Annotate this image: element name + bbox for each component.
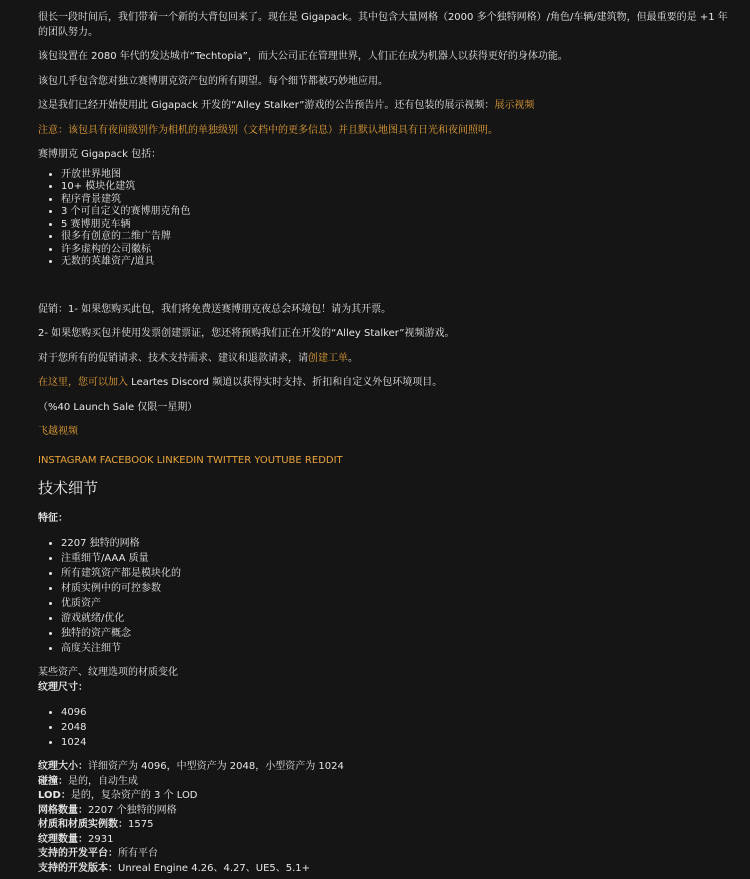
texture-sizes-block [38, 705, 736, 750]
social-link-linkedin[interactable]: LINKEDIN [156, 454, 204, 466]
list-item: • 3 个可自定义的赛博朋克角色 [61, 206, 736, 219]
spec-row [38, 818, 736, 833]
social-link-youtube[interactable]: YOUTUBE [254, 454, 302, 466]
list-item: • 10+ 模块化建筑 [61, 181, 736, 194]
spec-row [38, 833, 736, 848]
trailer-text: 这是我们已经开始使用此 Gigapack 开发的“Alley Stalker”游戏的公告预告片。还有包装的展示视频： [38, 100, 495, 111]
list-item: • 游戏就绪/优化 [61, 611, 736, 626]
texture-sizes-title: 纹理尺寸： [38, 681, 88, 693]
spec-value: 2207 个独特的网格 [88, 804, 177, 816]
list-item: • 所有建筑资产都是模块化的 [61, 566, 736, 581]
list-item: • 许多虚构的公司徽标 [61, 244, 736, 257]
list-item: • 高度关注细节 [61, 641, 736, 656]
promo-paragraph-1: 促销：1- 如果您购买此包，我们将免费送赛博朋克夜总会环境包！请为其开票。 [38, 303, 392, 315]
intro-paragraph-3: 该包几乎包含您对独立赛博朋克资产包的所有期望。每个细节都被巧妙地应用。 [38, 75, 388, 87]
social-link-reddit[interactable]: REDDIT [304, 454, 343, 466]
support-paragraph [38, 352, 736, 367]
features-list [38, 536, 736, 656]
spec-label: 纹理数量： [38, 833, 88, 845]
list-item: • 材质实例中的可控参数 [61, 581, 736, 596]
discord-paragraph [38, 376, 736, 391]
spec-row [38, 760, 736, 775]
list-item: • 程序背景建筑 [61, 194, 736, 207]
spec-row [38, 804, 736, 819]
specs-list [38, 760, 736, 876]
spec-label: 网格数量： [38, 804, 88, 816]
social-link-twitter[interactable]: TWITTER [206, 454, 252, 466]
launch-sale-text: （%40 Launch Sale 仅限一星期） [38, 401, 198, 413]
create-ticket-link[interactable]: 创建工单 [308, 352, 348, 364]
spec-label: 材质和材质实例数： [38, 819, 128, 831]
social-links [38, 454, 736, 469]
features-block [38, 536, 736, 656]
tech-details-heading: 技术细节 [38, 479, 99, 497]
material-variation-text: 某些资产、纹理选项的材质变化 [38, 667, 178, 679]
list-item: • 2207 独特的网格 [61, 536, 736, 551]
list-item: • 开放世界地图 [61, 169, 736, 182]
flythrough-video-link[interactable]: 飞越视频 [38, 426, 78, 437]
spec-value: 是的，自动生成 [68, 775, 138, 787]
list-item: • 注重细节/AAA 质量 [61, 551, 736, 566]
night-level-note: 注意：该包具有夜间级别作为相机的单独级别（文档中的更多信息）并且默认地图具有日光和夜间照明。 [38, 124, 498, 136]
intro-paragraph-1: 很长一段时间后，我们带着一个新的大背包回来了。现在是 Gigapack。其中包含大量网格（2000 多个独特网格）/角色/车辆/建筑物，但最重要的是 +1 年的团队努力。 [38, 12, 728, 38]
spec-value: 1575 [128, 819, 154, 831]
spec-value: Unreal Engine 4.26、4.27、UE5、5.1+ [118, 862, 311, 874]
spacer [38, 269, 736, 303]
spec-label: LOD： [38, 790, 71, 802]
social-link-facebook[interactable]: FACEBOOK [99, 454, 154, 466]
list-item: • 优质资产 [61, 596, 736, 611]
discord-text: Leartes Discord 频道以获得实时支持、折扣和自定义外包环境项目。 [128, 377, 443, 388]
spec-label: 支持的开发版本： [38, 862, 118, 874]
spec-label: 碰撞： [38, 775, 68, 787]
list-item: • 独特的资产概念 [61, 626, 736, 641]
spec-value: 是的，复杂资产的 3 个 LOD [70, 790, 198, 802]
includes-list [38, 169, 736, 269]
support-end: 。 [348, 352, 358, 364]
promo-paragraph-2: 2- 如果您购买包并使用发票创建票证，您还将预购我们正在开发的“Alley Stalker”视频游戏。 [38, 328, 455, 339]
support-text: 对于您所有的促销请求、技术支持需求、建议和退款请求，请 [38, 352, 308, 364]
includes-title: 赛博朋克 Gigapack 包括： [38, 149, 162, 160]
social-link-instagram[interactable]: INSTAGRAM [38, 454, 97, 466]
spec-value: 详细资产为 4096，中型资产为 2048，小型资产为 1024 [88, 761, 344, 773]
trailer-paragraph [38, 99, 736, 114]
spec-row [38, 789, 736, 804]
features-title: 特征： [38, 512, 68, 524]
spec-label: 纹理大小： [38, 761, 88, 773]
intro-paragraph-2: 该包设置在 2080 年代的发达城市“Techtopia”，而大公司正在管理世界，人们正在成为机器人以获得更好的身体功能。 [38, 51, 568, 62]
spec-value: 2931 [88, 833, 114, 845]
texture-sizes-list [38, 705, 736, 750]
spec-label: 支持的开发平台： [38, 848, 118, 860]
list-item: • 5 赛博朋克车辆 [61, 219, 736, 232]
showcase-video-link[interactable]: 展示视频 [494, 100, 535, 111]
spec-row [38, 862, 736, 877]
list-item: • 无数的英雄资产/道具 [61, 256, 736, 269]
list-item: • 4096 [61, 705, 736, 720]
spec-row [38, 847, 736, 862]
spec-row [38, 775, 736, 790]
list-item: • 2048 [61, 720, 736, 735]
spec-value: 所有平台 [118, 848, 158, 860]
list-item: • 1024 [61, 735, 736, 750]
list-item: • 很多有创意的二维广告牌 [61, 231, 736, 244]
discord-link[interactable]: 在这里，您可以加入 [38, 377, 128, 388]
